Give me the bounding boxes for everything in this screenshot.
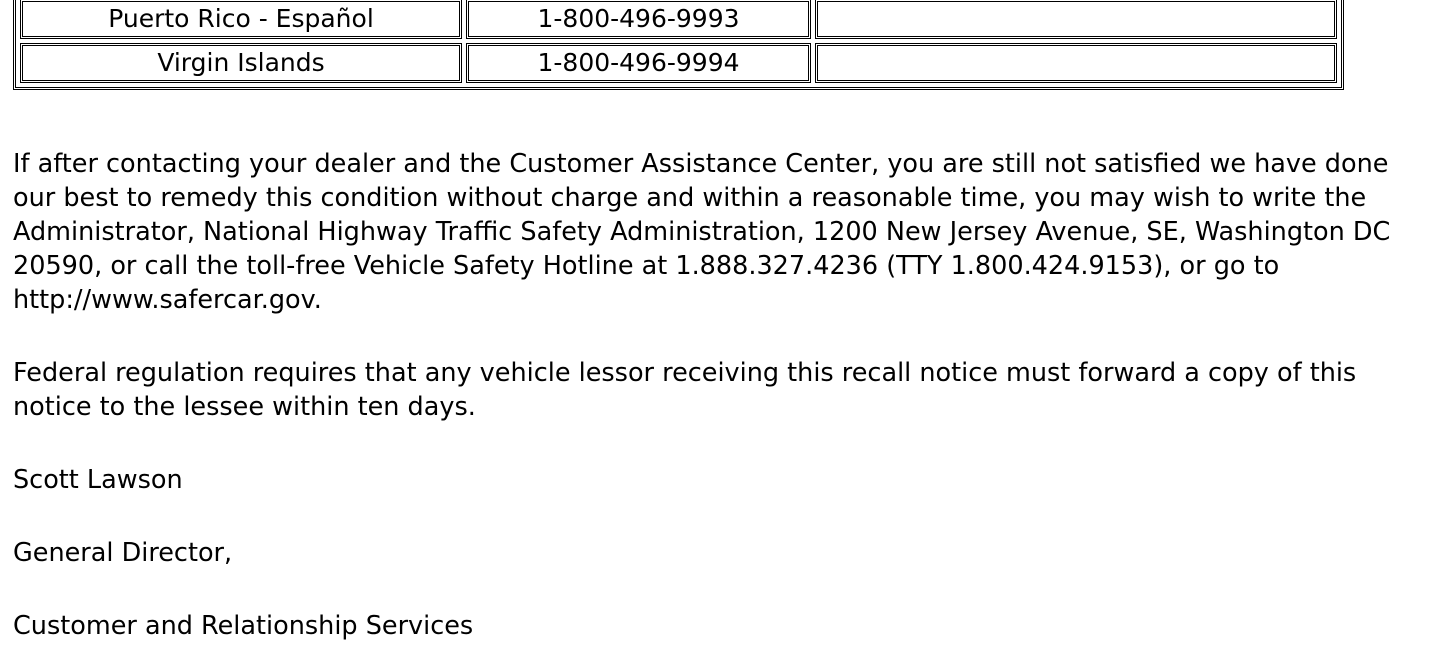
phone-cell: 1-800-496-9993 [466,0,811,39]
signature-department: Customer and Relationship Services [13,611,474,641]
contact-phone-table [13,0,1344,90]
table-row [20,0,1337,39]
empty-cell [815,43,1337,83]
phone-cell: 1-800-496-9994 [466,43,811,83]
signature-name: Scott Lawson [13,465,183,495]
signature-title: General Director, [13,538,233,568]
table-row [20,43,1337,83]
region-cell: Virgin Islands [20,43,462,83]
contact-info-paragraph: If after contacting your dealer and the Customer Assistance Center, you are still not satisfied we have done our best to remedy this condition without charge and within a reasonable time, you may wish to write the Administrator, National Highway Traffic Safety Administration, 1200 New Jersey Avenue, SE, Washington DC 20590, or call the toll-free Vehicle Safety Hotline at 1.888.327.4236 (TTY 1.800.424.9153), or go to http://www.safercar.gov. [13,149,1391,315]
empty-cell [815,0,1337,39]
region-cell: Puerto Rico - Español [20,0,462,39]
federal-regulation-paragraph: Federal regulation requires that any vehicle lessor receiving this recall notice must forward a copy of this notice to the lessee within ten days. [13,358,1357,422]
